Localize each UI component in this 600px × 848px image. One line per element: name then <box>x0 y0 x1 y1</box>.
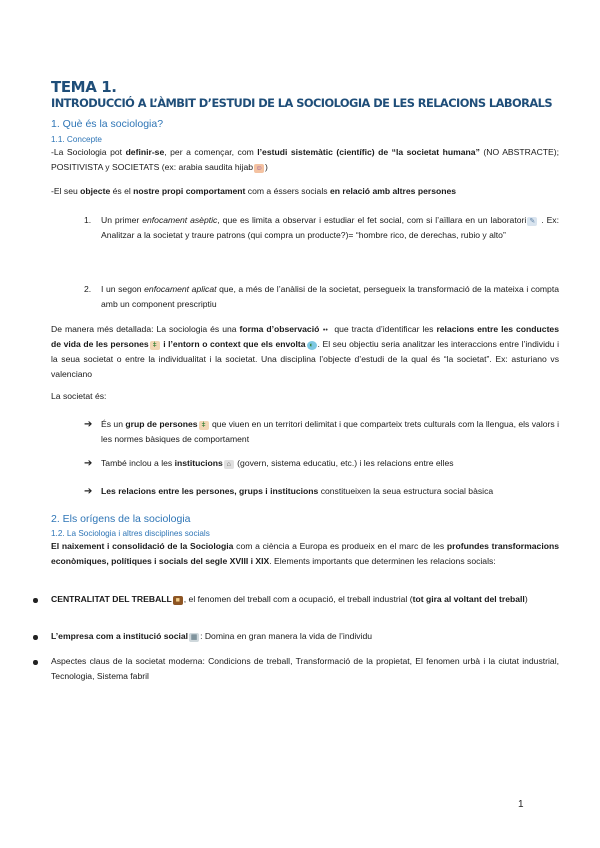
text: Un primer <box>101 215 143 225</box>
text: I un segon <box>101 284 145 294</box>
text: , el fenomen del treball com a ocupació, el treball industrial ( <box>183 594 413 604</box>
subsection-heading: 1.1. Concepte <box>51 135 102 144</box>
microscope-icon: ✎ <box>527 217 537 226</box>
text: que, a més de l’anàlisi de la societat, persegueix la transformació de la mateixa i compta amb un component prescriptiu <box>101 284 560 309</box>
text: També inclou a les <box>101 458 175 468</box>
text: (govern, sistema educatiu, etc.) i les relacions entre elles <box>234 458 454 468</box>
section-heading: 1. Què és la sociologia? <box>51 118 164 130</box>
bullet-dot-icon <box>33 598 38 603</box>
text: Aspectes claus de la societat moderna: Condicions de treball, Transformació de la propietat, El fenomen urbà i la ciutat industrial, Tecnologia, Sistema fabril <box>51 656 559 681</box>
text: com a ciència a Europa es produeix en el marc de les <box>233 541 447 551</box>
text: ) <box>524 594 528 604</box>
text-bold: forma d’observació <box>239 324 320 334</box>
text-bold: grup de persones <box>125 419 198 429</box>
bullet-dot-icon <box>33 635 38 640</box>
text-bold: nostre propi comportament <box>133 186 246 196</box>
text-bold: Les relacions entre les persones, grups i institucions <box>101 486 319 496</box>
list-item <box>101 213 559 243</box>
text: que viuen en un territori delimitat i que comparteix trets culturals com la llengua, els valors i les normes bàsiques de comportament <box>101 419 559 444</box>
text-bold: L’empresa com a institució social <box>51 631 189 641</box>
bullet-dot-icon <box>33 660 38 665</box>
text-bold: objecte <box>80 186 111 196</box>
topic-title: INTRODUCCIÓ A L’ÀMBIT D’ESTUDI DE LA SOCIOLOGIA DE LES RELACIONS LABORALS <box>51 96 552 110</box>
bullet-item <box>101 456 559 471</box>
list-number: 1. <box>84 215 92 225</box>
eyes-icon: •• <box>320 326 330 335</box>
text: De manera més detallada: La sociologia és una <box>51 324 240 334</box>
page-number: 1 <box>518 799 524 810</box>
briefcase-icon: ■ <box>173 596 183 605</box>
text-bold: definir-se <box>125 147 165 157</box>
people-holding-hands-icon: ǂ <box>150 341 160 350</box>
text: -La Sociologia pot <box>51 147 126 157</box>
text-italic: enfocament asèptic <box>142 215 218 225</box>
text: que tracta d’identificar les <box>331 324 437 334</box>
paragraph-object <box>51 184 559 199</box>
text: ) <box>265 162 268 172</box>
text: . Elements importants que determinen les relacions socials: <box>269 556 496 566</box>
people-holding-hands-icon: ǂ <box>199 421 209 430</box>
right-arrow-icon: ➔ <box>84 458 93 469</box>
text: . Ex: Analitzar a la societat y traure patrons (qui compra un producte?)= “hombre rico, de derechas, rubio y alto” <box>101 215 559 240</box>
text: és el <box>110 186 134 196</box>
text-bold: profundes transformacions econòmiques, polítiques i socials del segle XVIII i XIX <box>51 541 559 566</box>
text: És un <box>101 419 126 429</box>
text-bold: tot gira al voltant del treball <box>412 594 525 604</box>
woman-with-headscarf-icon: ☺ <box>255 165 263 172</box>
paragraph-detail <box>51 322 559 382</box>
text-italic: enfocament aplicat <box>144 284 217 294</box>
office-building-icon: ▦ <box>190 634 198 641</box>
section-heading: 2. Els orígens de la sociologia <box>51 513 191 525</box>
right-arrow-icon: ➔ <box>84 486 93 497</box>
text-bold: CENTRALITAT DEL TREBALL <box>51 594 172 604</box>
text: : Domina en gran manera la vida de l’individu <box>200 631 373 641</box>
text: . El seu objectiu seria analitzar les interaccions entre l’individu i la seua societat o entre la individualitat i la societat. Una disciplina l’objecte d’estudi de la qual és “la societat”. Ex: asturiano vs valenciano <box>51 339 560 379</box>
bullet-item <box>51 654 559 684</box>
list-item <box>101 282 559 312</box>
paragraph-origins <box>51 539 559 569</box>
text-bold: institucions <box>174 458 223 468</box>
globe-icon: ◐ <box>307 341 317 350</box>
subsection-heading: 1.2. La Sociologia i altres disciplines socials <box>51 529 210 538</box>
topic-number: TEMA 1. <box>51 78 117 96</box>
text-bold: El naixement i consolidació de la Sociologia <box>51 541 234 551</box>
text: -El seu <box>51 186 81 196</box>
list-number: 2. <box>84 284 92 294</box>
text: constitueixen la seua estructura social bàsica <box>318 486 494 496</box>
bullet-item <box>101 484 559 499</box>
right-arrow-icon: ➔ <box>84 419 93 430</box>
classical-building-icon: ⌂ <box>224 460 234 469</box>
text-bold: relacions entre les conductes de vida de les persones <box>51 324 559 349</box>
paragraph-definition <box>51 145 559 175</box>
text: , per a començar, com <box>164 147 258 157</box>
text-bold: i l’entorn o context que els envolta <box>160 339 306 349</box>
text: com a éssers socials <box>245 186 330 196</box>
text: , que es limita a observar i estudiar el fet social, com si l’aïllara en un laboratori <box>217 215 527 225</box>
bullet-item <box>51 592 559 607</box>
text-bold: l’estudi sistemàtic (científic) de “la societat humana” <box>257 147 480 157</box>
bullet-item <box>51 629 559 644</box>
bullet-item <box>101 417 559 447</box>
text: (NO ABSTRACTE); POSITIVISTA y SOCIETATS (ex: arabia saudita hijab <box>51 147 560 172</box>
paragraph-society-intro: La societat és: <box>51 391 107 401</box>
text-bold: en relació amb altres persones <box>329 186 457 196</box>
